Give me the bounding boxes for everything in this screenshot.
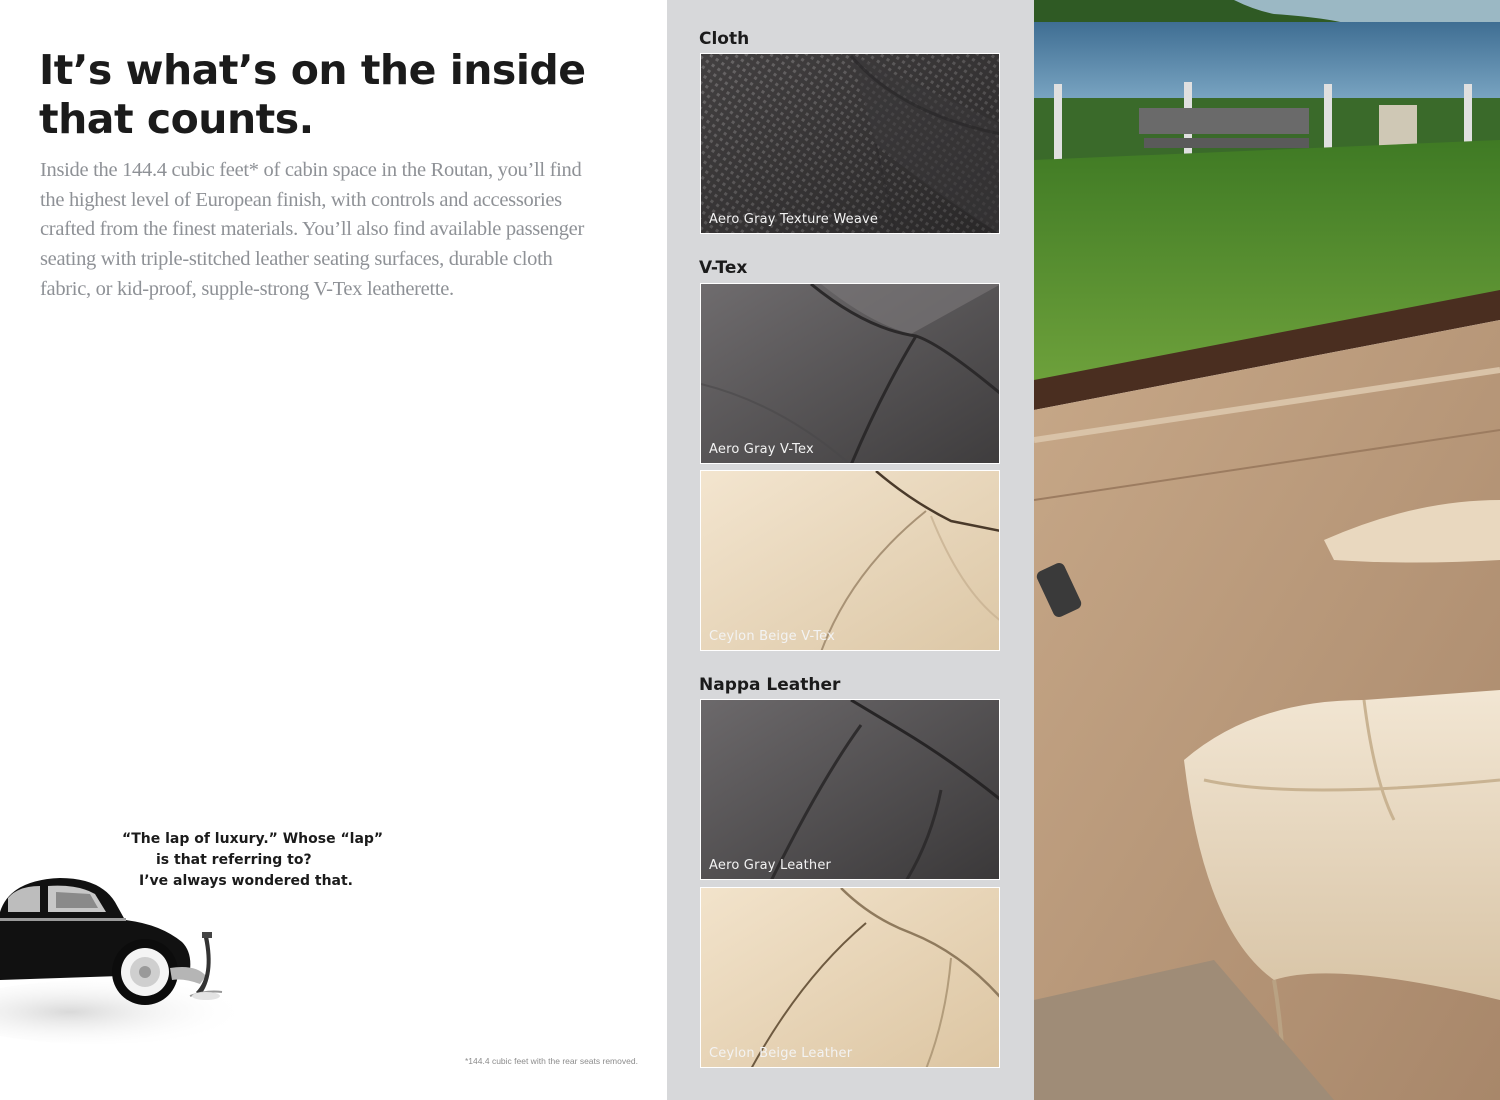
- footnote: *144.4 cubic feet with the rear seats removed.: [465, 1056, 638, 1066]
- beetle-car-illustration: [0, 872, 240, 1052]
- swatch-label: Aero Gray Leather: [709, 858, 832, 873]
- van-interior-illustration: [1034, 0, 1500, 1100]
- section-heading-cloth: Cloth: [699, 29, 750, 49]
- swatch-aero-gray-texture-weave: [700, 53, 1000, 234]
- section-heading-nappa-leather: Nappa Leather: [699, 675, 841, 695]
- swatch-label: Aero Gray Texture Weave: [709, 212, 879, 227]
- headline-line-1: It’s what’s on the inside: [39, 46, 586, 94]
- leather-gray-texture: [701, 700, 1000, 880]
- swatch-ceylon-beige-leather: [700, 887, 1000, 1068]
- swatch-aero-gray-leather: [700, 699, 1000, 880]
- texture-weave-pattern: [701, 54, 1000, 234]
- quote-line-1: “The lap of luxury.” Whose “lap”: [122, 831, 384, 847]
- swatch-label: Ceylon Beige V-Tex: [709, 629, 836, 644]
- left-column: [0, 0, 667, 1100]
- quote-line-2: is that referring to?: [156, 852, 312, 868]
- quote-line-3: I’ve always wondered that.: [139, 873, 353, 889]
- section-heading-vtex: V-Tex: [699, 258, 748, 278]
- body-copy: Inside the 144.4 cubic feet* of cabin space in the Routan, you’ll find the highest level of European finish, with controls and accessories crafted from the finest materials. You’ll also find available passenger seating with triple-stitched leather seating surfaces, durable cloth fabric, or kid-proof, supple-strong V-Tex leatherette.: [40, 159, 584, 300]
- interior-photo: [1034, 0, 1500, 1100]
- headline: [39, 46, 599, 144]
- swatch-label: Aero Gray V-Tex: [709, 442, 814, 457]
- leather-beige-texture: [701, 888, 1000, 1068]
- swatch-aero-gray-vtex: [700, 283, 1000, 464]
- vtex-gray-texture: [701, 284, 1000, 464]
- upholstery-panel: [667, 0, 1034, 1100]
- swatch-ceylon-beige-vtex: [700, 470, 1000, 651]
- headline-line-2: that counts.: [39, 95, 314, 143]
- vtex-beige-texture: [701, 471, 1000, 651]
- swatch-label: Ceylon Beige Leather: [709, 1046, 853, 1061]
